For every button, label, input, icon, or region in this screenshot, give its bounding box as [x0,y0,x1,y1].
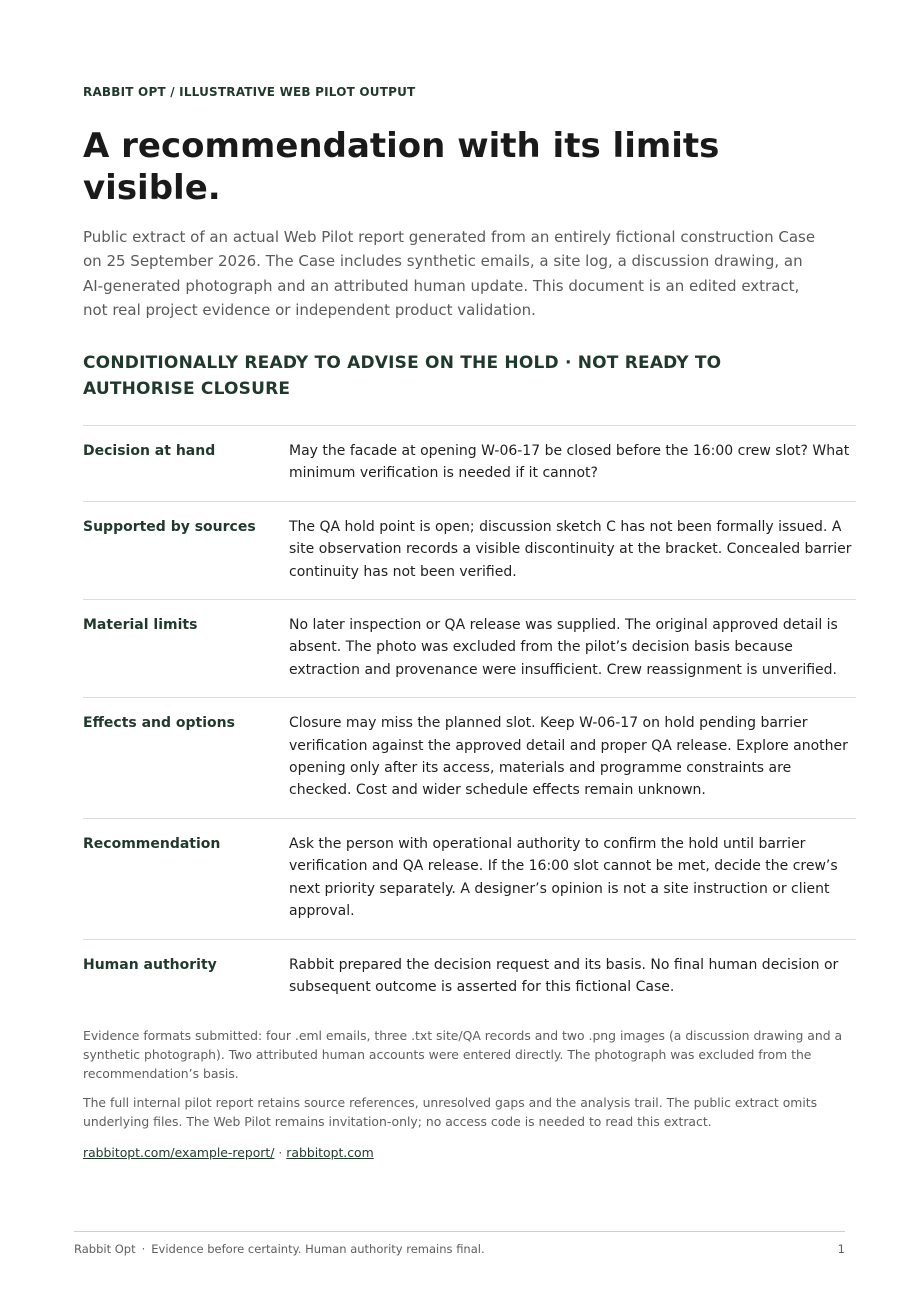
row-text: May the facade at opening W-06-17 be closed before the 16:00 crew slot? What minimum verification is needed if it cannot? [289,443,850,482]
evidence-note: Evidence formats submitted: four .eml emails, three .txt site/QA records and two .png images (a discussion drawing and a synthetic photograph). Two attributed human accounts were entered directly. The photograph was excluded from the recommendation’s basis. [83,1028,843,1081]
row-text: Rabbit prepared the decision request and its basis. No final human decision or subsequent outcome is asserted for this fictional Case. [289,956,839,995]
page-number: 1 [837,1242,845,1256]
table-row [83,698,856,819]
row-label: Recommendation [83,835,221,852]
page-title: A recommendation with its limits visible. [83,126,720,208]
table-row [83,819,856,940]
table-row [83,502,856,600]
row-text: Closure may miss the planned slot. Keep W-06-17 on hold pending barrier verification against the approved detail and proper QA release. Explore another opening only after its access, materials and programme constraints are checked. Cost and wider schedule effects remain unknown. [289,715,848,799]
row-text: Ask the person with operational authority to confirm the hold until barrier verification and QA release. If the 16:00 slot cannot be met, decide the crew’s next priority separately. A designer’s opinion is not a site instruction or client approval. [289,835,838,920]
kicker-label: RABBIT OPT / ILLUSTRATIVE WEB PILOT OUTPUT [83,85,416,99]
row-label: Material limits [83,617,198,634]
verdict-heading: CONDITIONALLY READY TO ADVISE ON THE HOLD · NOT READY TO AUTHORISE CLOSURE [83,353,722,399]
links-line [83,1143,843,1162]
lede-paragraph: Public extract of an actual Web Pilot report generated from an entirely fictional construction Case on 25 September 2026. The Case includes synthetic emails, a site log, a discussion drawing, an AI-generated photograph and an attributed human update. This document is an edited extract, not real project evidence or independent product validation. [83,228,816,319]
retention-note: The full internal pilot report retains source references, unresolved gaps and the analysis trail. The public extract omits underlying files. The Web Pilot remains invitation-only; no access code is needed to read this extract. [83,1095,818,1129]
footer-separator: · [141,1242,146,1256]
table-row [83,426,856,502]
home-link[interactable]: rabbitopt.com [286,1145,374,1160]
footer-tagline: Evidence before certainty. Human authority remains final. [151,1242,485,1256]
row-text: No later inspection or QA release was supplied. The original approved detail is absent. The photo was excluded from the pilot’s decision basis because extraction and provenance were insufficient. Crew reassignment is unverified. [289,617,838,678]
example-report-link[interactable]: rabbitopt.com/example-report/ [83,1145,275,1160]
row-label: Effects and options [83,715,235,732]
page-footer [74,1241,845,1257]
row-label: Human authority [83,956,217,973]
table-row [83,600,856,698]
row-label: Supported by sources [83,518,256,535]
footer-brand: Rabbit Opt [74,1242,136,1256]
row-label: Decision at hand [83,443,216,459]
table-row [83,940,856,1015]
decision-table [83,425,856,1014]
row-text: The QA hold point is open; discussion sketch C has not been formally issued. A site observation records a visible discontinuity at the bracket. Concealed barrier continuity has not been verified. [289,518,852,580]
notes-section [83,1026,843,1162]
link-separator: · [278,1145,283,1160]
footer-divider [74,1231,845,1232]
